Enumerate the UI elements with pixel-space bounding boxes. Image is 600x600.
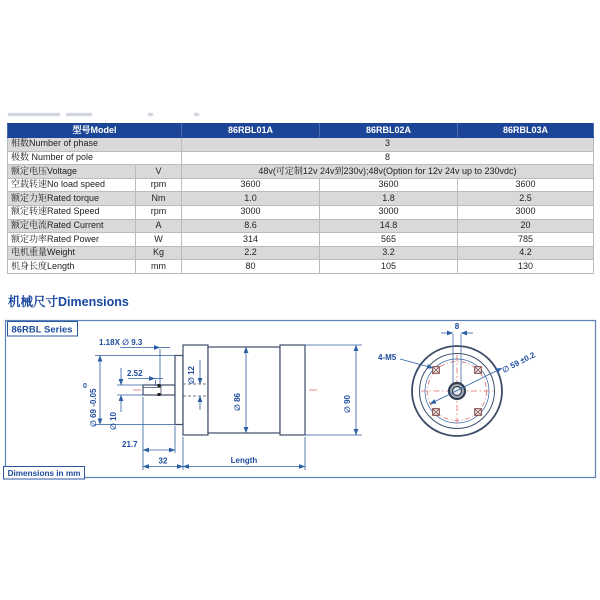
dim-body-length: Length (230, 456, 258, 465)
row-value: 4.2 (458, 246, 594, 260)
row-value: 1.0 (182, 192, 320, 206)
table-row (8, 219, 594, 233)
row-value: 3600 (182, 178, 320, 192)
motor-side-view (143, 345, 305, 435)
model-header-cell: 型号Model (8, 124, 182, 138)
row-value: 3000 (458, 205, 594, 219)
dim-bore-diameter: ∅ 12 (187, 366, 196, 384)
row-value: 3600 (458, 178, 594, 192)
row-value: 105 (320, 260, 458, 274)
units-note: Dimensions in mm (7, 469, 81, 478)
dim-body-diameter: ∅ 86 (233, 393, 242, 411)
row-value: 14.8 (320, 219, 458, 233)
dim-cap-diameter: ∅ 90 (343, 395, 352, 413)
row-value: 8.6 (182, 219, 320, 233)
row-unit: V (136, 165, 182, 179)
row-label: 额定电流Rated Current (8, 219, 136, 233)
dim-key-width: 8 (454, 322, 460, 331)
row-value: 48v(可定制12v 24v到230v);48v(Option for 12v 24v up to 230vdc) (182, 165, 594, 179)
dim-mount-holes: 4-M5 (378, 353, 397, 362)
dim-shaft-diameter: ∅ 10 (109, 412, 118, 430)
dim-boss-diameter: ∅ 69 -0.05 (89, 388, 98, 427)
row-label: 电机重量Weight (8, 246, 136, 260)
dim-shaft-length: 21.7 (122, 440, 138, 449)
row-label: 极数 Number of pole (8, 151, 182, 165)
row-value: 130 (458, 260, 594, 274)
dim-front-length: 32 (158, 456, 168, 466)
row-label: 额定转速Rated Speed (8, 205, 136, 219)
dimensions-drawing (0, 316, 600, 486)
row-label: 空载转速No load speed (8, 178, 136, 192)
row-label: 额定力矩Rated torque (8, 192, 136, 206)
row-value: 785 (458, 233, 594, 247)
row-value: 2.5 (458, 192, 594, 206)
units-note-box (4, 467, 85, 480)
cutoff-text-artifact (8, 112, 238, 117)
row-unit: Kg (136, 246, 182, 260)
row-value: 2.2 (182, 246, 320, 260)
table-row (8, 260, 594, 274)
row-unit: rpm (136, 178, 182, 192)
table-row (8, 178, 594, 192)
row-value: 80 (182, 260, 320, 274)
row-value: 3000 (320, 205, 458, 219)
table-row (8, 192, 594, 206)
table-row (8, 138, 594, 152)
row-unit: mm (136, 260, 182, 274)
model-name-cell: 86RBL01A (182, 124, 320, 138)
row-value: 3.2 (320, 246, 458, 260)
row-value: 3 (182, 138, 594, 152)
shaft-step-mark (158, 393, 161, 396)
row-value: 3000 (182, 205, 320, 219)
row-unit: A (136, 219, 182, 233)
row-unit: rpm (136, 205, 182, 219)
series-label: 86RBL Series (11, 324, 73, 336)
row-unit: W (136, 233, 182, 247)
row-value: 20 (458, 219, 594, 233)
table-row (8, 233, 594, 247)
row-value: 3600 (320, 178, 458, 192)
table-row (8, 165, 594, 179)
row-value: 1.8 (320, 192, 458, 206)
row-label: 额定功率Rated Power (8, 233, 136, 247)
dim-bolt-circle: ∅ 59 ±0.2 (500, 350, 537, 375)
dimensions-section-title: 机械尺寸Dimensions (8, 295, 129, 309)
row-label: 机身长度Length (8, 260, 136, 274)
table-row (8, 205, 594, 219)
dim-step: 2.52 (127, 369, 143, 378)
row-value: 8 (182, 151, 594, 165)
row-value: 565 (320, 233, 458, 247)
row-value: 314 (182, 233, 320, 247)
table-row (8, 151, 594, 165)
row-unit: Nm (136, 192, 182, 206)
row-label: 相数Number of phase (8, 138, 182, 152)
motor-front-view (412, 334, 502, 436)
series-label-box (8, 322, 78, 337)
dim-shaft-detail: 1.18X ∅ 9.3 (99, 338, 143, 347)
dim-tolerance-upper: 0 (83, 383, 87, 390)
row-label: 额定电压Voltage (8, 165, 136, 179)
table-row (8, 246, 594, 260)
model-name-cell: 86RBL03A (458, 124, 594, 138)
spec-table-header (8, 124, 594, 138)
spec-table (7, 123, 594, 274)
shaft-step-mark (158, 384, 161, 387)
model-name-cell: 86RBL02A (320, 124, 458, 138)
